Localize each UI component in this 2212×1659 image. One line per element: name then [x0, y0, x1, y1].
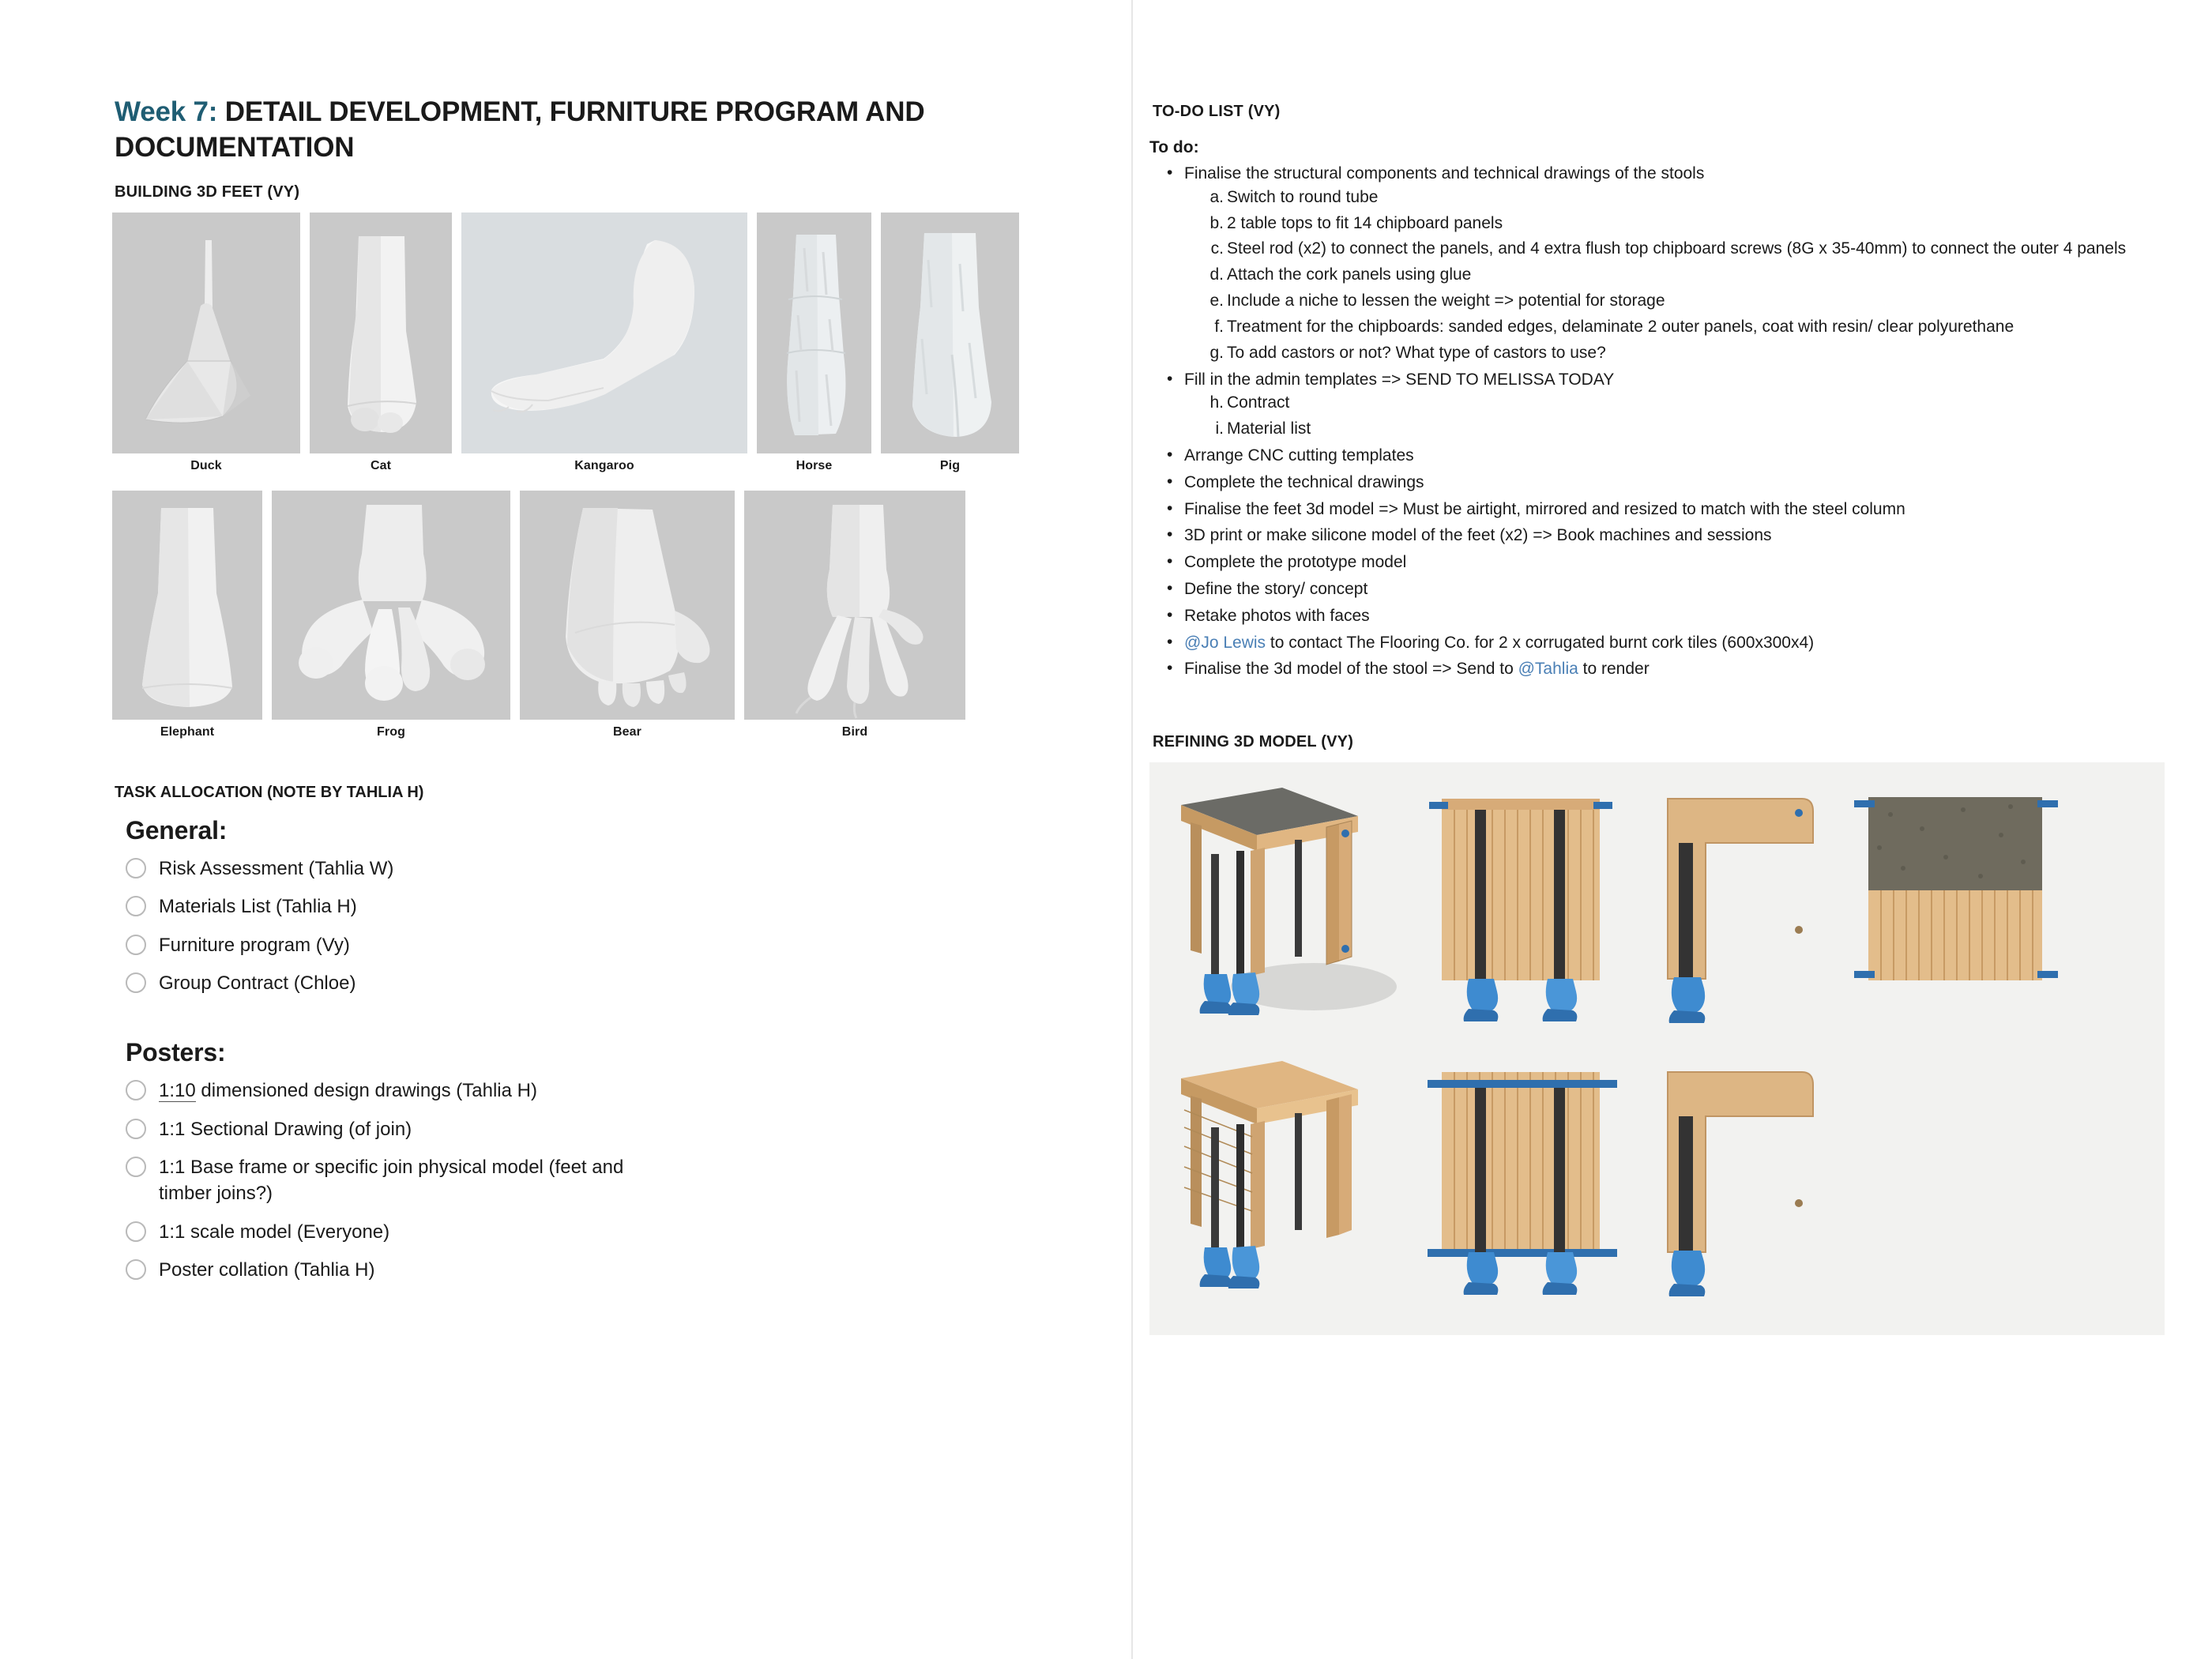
list-item-label: Risk Assessment (Tahlia W) — [159, 857, 394, 879]
mention-jo-lewis[interactable]: @Jo Lewis — [1184, 633, 1266, 652]
kangaroo-foot-render — [461, 213, 747, 453]
list-item-label — [159, 1078, 537, 1104]
todo-subitem[interactable] — [1184, 315, 2165, 339]
page-title — [115, 95, 1086, 166]
todo-subitem-text: Attach the cork panels using glue — [1227, 265, 1472, 284]
foot-image-kangaroo — [461, 213, 747, 453]
todo-item[interactable] — [1149, 657, 2165, 681]
checkbox-icon[interactable] — [126, 1221, 146, 1242]
checkbox-icon[interactable] — [126, 858, 146, 878]
todo-subitem-text: 2 table tops to fit 14 chipboard panels — [1227, 213, 1503, 232]
model-view-perspective-1 — [1164, 775, 1401, 1028]
foot-cell-cat — [310, 213, 452, 473]
todo-subitem-marker: i. — [1215, 419, 1224, 438]
todo-sublist — [1184, 186, 2165, 365]
checkbox-icon[interactable] — [126, 1080, 146, 1100]
todo-subitem[interactable] — [1184, 237, 2165, 261]
todo-subitem-marker: e. — [1209, 292, 1224, 310]
list-item-rest: dimensioned design drawings (Tahlia H) — [195, 1080, 537, 1102]
list-item-underlined: 1:10 — [159, 1080, 196, 1102]
todo-item-text-tail: to render — [1578, 660, 1650, 679]
posters-checklist — [126, 1078, 1118, 1284]
todo-subitem-text: Steel rod (x2) to connect the panels, and 4 extra flush top chipboard screws (8G x 35-40mm) to connect the outer 4 panels — [1227, 239, 2127, 258]
foot-caption-bear: Bear — [613, 724, 641, 739]
model-view-side-elevation-2 — [1644, 1048, 1826, 1301]
todo-item-text: Finalise the feet 3d model => Must be airtight, mirrored and resized to match with the steel column — [1184, 499, 1905, 518]
stool-front-elevation — [1420, 775, 1625, 1028]
foot-image-bird — [744, 491, 965, 720]
feet-grid — [112, 213, 1118, 739]
feet-row-2 — [112, 491, 1118, 739]
checkbox-icon[interactable] — [126, 896, 146, 916]
model-view-front-elevation-2 — [1420, 1048, 1625, 1301]
todo-subitem-text: To add castors or not? What type of castors to use? — [1227, 343, 1606, 362]
right-column — [1118, 0, 2212, 1659]
model-view-front-elevation-1 — [1420, 775, 1625, 1028]
list-item[interactable] — [126, 933, 1118, 959]
todo-subitem-text: Contract — [1227, 393, 1290, 412]
todo-item-text: to contact The Flooring Co. for 2 x corrugated burnt cork tiles (600x300x4) — [1266, 633, 1815, 652]
stool-perspective-render — [1164, 775, 1401, 1028]
foot-image-frog — [272, 491, 510, 720]
todo-subitem-text: Switch to round tube — [1227, 187, 1379, 206]
checkbox-icon[interactable] — [126, 972, 146, 993]
horse-foot-render — [757, 213, 871, 453]
todo-item-text: Fill in the admin templates => SEND TO MELISSA TODAY — [1184, 370, 1615, 389]
todo-subitem[interactable] — [1184, 263, 2165, 287]
foot-image-horse — [757, 213, 871, 453]
stool-side-elevation — [1644, 775, 1826, 1028]
list-item-label: Materials List (Tahlia H) — [159, 896, 357, 918]
list-item-label: Furniture program (Vy) — [159, 934, 350, 956]
general-heading: General: — [126, 815, 228, 845]
todo-item[interactable] — [1149, 162, 2165, 365]
todo-subitem[interactable] — [1184, 391, 2165, 415]
list-item[interactable] — [126, 1258, 1118, 1284]
foot-image-elephant — [112, 491, 262, 720]
foot-caption-duck: Duck — [190, 458, 222, 472]
foot-image-cat — [310, 213, 452, 453]
foot-caption-elephant: Elephant — [160, 724, 215, 739]
todo-item[interactable] — [1149, 471, 2165, 495]
stool-side-elevation-2 — [1644, 1048, 1826, 1301]
general-checklist — [126, 856, 1118, 998]
foot-image-bear — [520, 491, 735, 720]
cat-foot-render — [310, 213, 452, 453]
model-view-side-elevation-1 — [1644, 775, 1826, 1028]
todo-subitem-marker: h. — [1209, 393, 1224, 412]
section-heading-feet: BUILDING 3D FEET (VY) — [115, 182, 300, 201]
foot-cell-bear — [520, 491, 735, 739]
foot-cell-horse — [757, 213, 871, 473]
foot-cell-pig — [881, 213, 1019, 473]
todo-item[interactable] — [1149, 551, 2165, 574]
todo-subitem-marker: d. — [1209, 265, 1224, 284]
todo-item[interactable] — [1149, 444, 2165, 468]
todo-sublist — [1184, 391, 2165, 441]
section-heading-todo: TO-DO LIST (VY) — [1153, 103, 1281, 120]
refining-3d-model-panel — [1149, 762, 2165, 1335]
foot-caption-pig: Pig — [939, 458, 961, 472]
todo-subitem-marker: a. — [1209, 187, 1224, 206]
list-item-label: Group Contract (Chloe) — [159, 972, 356, 995]
foot-cell-bird — [744, 491, 965, 739]
stool-perspective-render-2 — [1164, 1048, 1401, 1301]
foot-cell-duck — [112, 213, 300, 473]
model-row-2 — [1164, 1048, 2150, 1301]
mention-tahlia[interactable]: @Tahlia — [1518, 660, 1578, 679]
todo-subitem-marker: c. — [1210, 239, 1224, 258]
todo-label: To do: — [1149, 138, 1199, 156]
foot-caption-cat: Cat — [370, 458, 392, 472]
checkbox-icon[interactable] — [126, 1119, 146, 1139]
section-heading-refining: REFINING 3D MODEL (VY) — [1153, 733, 1354, 751]
list-item-label: 1:1 Sectional Drawing (of join) — [159, 1118, 412, 1140]
model-row-1 — [1164, 775, 2150, 1028]
list-item[interactable] — [126, 1078, 1118, 1104]
checkbox-icon[interactable] — [126, 1259, 146, 1280]
page-title-week: Week 7: — [115, 96, 218, 127]
todo-item-text: Define the story/ concept — [1184, 580, 1368, 598]
list-item[interactable] — [126, 856, 1118, 882]
list-item-label: 1:1 Base frame or specific join physical model (feet and timber joins?) — [159, 1157, 624, 1204]
checkbox-icon[interactable] — [126, 1157, 146, 1177]
todo-item-text: Finalise the 3d model of the stool => Send to — [1184, 660, 1518, 679]
todo-subitem[interactable] — [1184, 341, 2165, 365]
checkbox-icon[interactable] — [126, 935, 146, 955]
foot-caption-horse: Horse — [796, 458, 833, 472]
todo-item[interactable] — [1149, 604, 2165, 628]
list-item-label: Poster collation (Tahlia H) — [159, 1259, 375, 1281]
todo-subitem[interactable] — [1184, 212, 2165, 235]
todo-item-text: Arrange CNC cutting templates — [1184, 446, 1414, 465]
model-view-top-cork-panel — [1845, 775, 2074, 1028]
list-item[interactable] — [126, 971, 1118, 997]
list-item[interactable] — [126, 1220, 1118, 1246]
section-heading-task-allocation: TASK ALLOCATION (NOTE BY TAHLIA H) — [115, 783, 424, 801]
duck-foot-render — [112, 213, 300, 453]
bird-foot-render — [744, 491, 965, 720]
list-item[interactable] — [126, 1155, 1118, 1206]
todo-item-text: Complete the technical drawings — [1184, 472, 1424, 491]
todo-item-text: 3D print or make silicone model of the feet (x2) => Book machines and sessions — [1184, 526, 1772, 545]
foot-cell-kangaroo — [461, 213, 747, 473]
todo-item-text: Complete the prototype model — [1184, 553, 1407, 572]
todo-subitem[interactable] — [1184, 417, 2165, 441]
todo-list — [1149, 162, 2165, 681]
elephant-foot-render — [112, 491, 262, 720]
todo-item[interactable] — [1149, 498, 2165, 521]
pig-foot-render — [881, 213, 1019, 453]
todo-subitem-text: Material list — [1227, 419, 1311, 438]
foot-caption-frog: Frog — [377, 724, 405, 739]
todo-item[interactable] — [1149, 368, 2165, 441]
foot-image-duck — [112, 213, 300, 453]
list-item-label: 1:1 scale model (Everyone) — [159, 1221, 390, 1243]
foot-image-pig — [881, 213, 1019, 453]
page-title-rest: DETAIL DEVELOPMENT, FURNITURE PROGRAM AND DOCUMENTATION — [115, 96, 925, 163]
stool-front-elevation-2 — [1420, 1048, 1625, 1301]
list-item[interactable] — [126, 894, 1118, 920]
todo-item[interactable] — [1149, 524, 2165, 547]
foot-caption-kangaroo: Kangaroo — [574, 458, 634, 472]
todo-item[interactable] — [1149, 577, 2165, 601]
stool-cork-panel-elevation — [1845, 775, 2074, 1028]
model-view-perspective-2 — [1164, 1048, 1401, 1301]
foot-cell-frog — [272, 491, 510, 739]
todo-subitem-text: Treatment for the chipboards: sanded edges, delaminate 2 outer panels, coat with resin/ clear polyurethane — [1227, 317, 2014, 336]
feet-row-1 — [112, 213, 1118, 473]
list-item[interactable] — [126, 1117, 1118, 1143]
bear-foot-render — [520, 491, 735, 720]
foot-cell-elephant — [112, 491, 262, 739]
todo-subitem-marker: b. — [1209, 213, 1224, 232]
todo-item-text: Finalise the structural components and technical drawings of the stools — [1184, 164, 1705, 182]
todo-subitem[interactable] — [1184, 186, 2165, 209]
todo-subitem-marker: g. — [1209, 343, 1224, 362]
posters-heading: Posters: — [126, 1038, 226, 1067]
todo-subitem-text: Include a niche to lessen the weight => potential for storage — [1227, 292, 1665, 310]
todo-item-text: Retake photos with faces — [1184, 606, 1370, 625]
frog-foot-render — [272, 491, 510, 720]
foot-caption-bird: Bird — [841, 724, 868, 739]
todo-item[interactable] — [1149, 631, 2165, 655]
todo-subitem[interactable] — [1184, 289, 2165, 313]
todo-subitem-marker: f. — [1214, 317, 1224, 336]
